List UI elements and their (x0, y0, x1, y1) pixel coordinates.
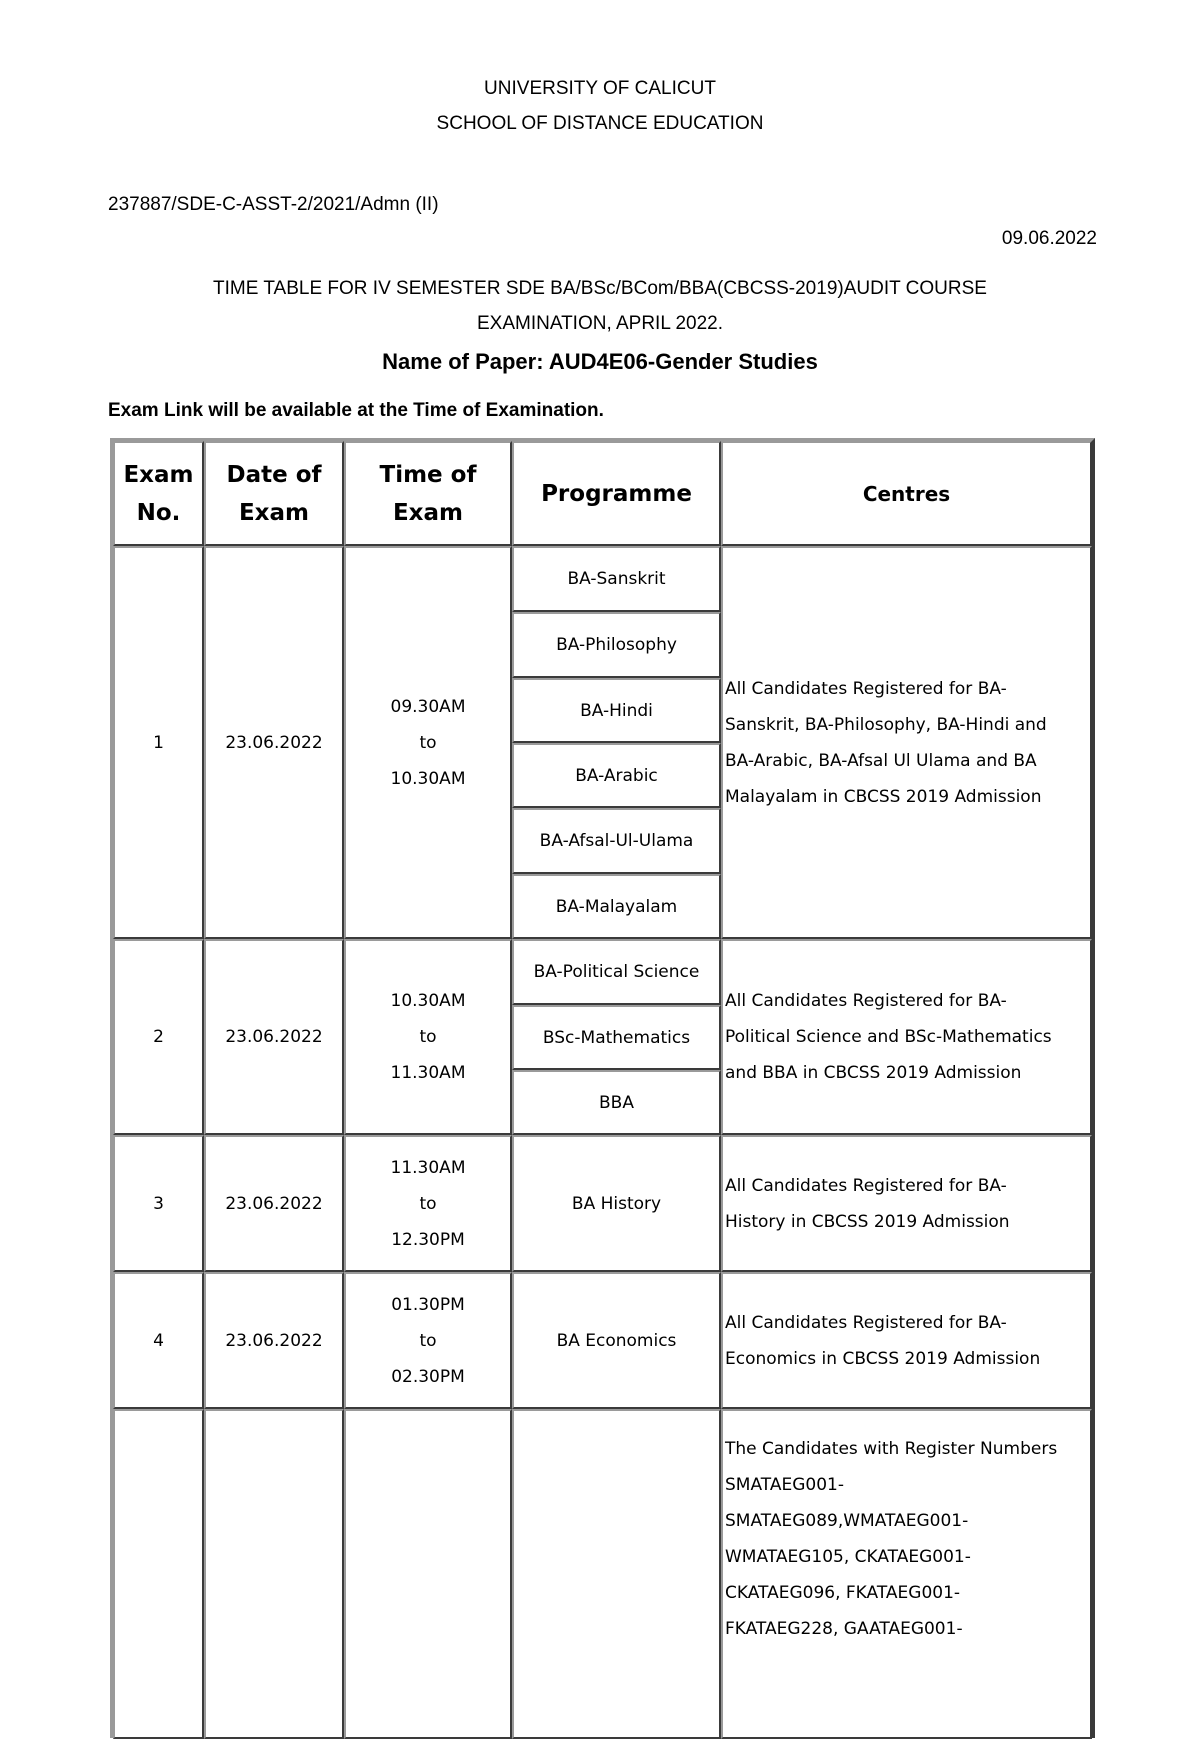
school-name: SCHOOL OF DISTANCE EDUCATION (436, 113, 764, 134)
row5-centres-line: WMATAEG105, CKATAEG001- (725, 1547, 971, 1567)
header-centres: Centres (721, 441, 1092, 546)
row3-exam-no: 3 (113, 1135, 204, 1272)
header-date (204, 441, 344, 546)
document-date: 09.06.2022 (1001, 228, 1097, 249)
row4-time-to: to (419, 1330, 437, 1351)
row5-centres-line: SMATAEG001- (725, 1475, 844, 1495)
row1-programme-2: BA-Philosophy (512, 612, 721, 678)
row1-programme-5: BA-Afsal-Ul-Ulama (512, 808, 721, 874)
reference-number: 237887/SDE-C-ASST-2/2021/Admn (II) (108, 194, 439, 215)
row2-exam-no: 2 (113, 939, 204, 1135)
row5-centres-line: The Candidates with Register Numbers (725, 1439, 1058, 1459)
row3-programme: BA History (512, 1135, 721, 1272)
row3-time-end: 12.30PM (391, 1229, 465, 1250)
header-programme: Programme (512, 441, 721, 546)
row4-centres (721, 1272, 1092, 1409)
row1-centres-line: All Candidates Registered for BA- (725, 678, 1007, 699)
row1-centres-line: Malayalam in CBCSS 2019 Admission (725, 786, 1042, 807)
header-time-line2: Exam (392, 499, 464, 526)
header-date-line1: Date of (226, 461, 322, 488)
row4-programme: BA Economics (512, 1272, 721, 1409)
row3-centres-line: History in CBCSS 2019 Admission (725, 1211, 1010, 1232)
header-date-line2: Exam (238, 499, 310, 526)
row1-exam-no: 1 (113, 546, 204, 939)
row1-programme-6: BA-Malayalam (512, 874, 721, 939)
row4-time-end: 02.30PM (391, 1366, 465, 1387)
row2-time (344, 939, 512, 1135)
row5-centres-line: FKATAEG228, GAATAEG001- (725, 1619, 963, 1639)
row5-centres-line: CKATAEG096, FKATAEG001- (725, 1583, 961, 1603)
row3-centres (721, 1135, 1092, 1272)
row4-date: 23.06.2022 (204, 1272, 344, 1409)
row4-centres-line: Economics in CBCSS 2019 Admission (725, 1348, 1041, 1369)
row2-programme-2: BSc-Mathematics (512, 1005, 721, 1070)
title-line-1: TIME TABLE FOR IV SEMESTER SDE BA/BSc/BCom/BBA(CBCSS-2019)AUDIT COURSE (213, 278, 987, 299)
row2-time-end: 11.30AM (390, 1063, 466, 1083)
row1-date: 23.06.2022 (204, 546, 344, 939)
row3-centres-line: All Candidates Registered for BA- (725, 1175, 1007, 1196)
row3-time-start: 11.30AM (390, 1157, 466, 1178)
row1-centres-line: Sanskrit, BA-Philosophy, BA-Hindi and (725, 714, 1047, 735)
row1-programme-4: BA-Arabic (512, 743, 721, 808)
row2-time-to: to (419, 1027, 437, 1047)
row2-programme-1: BA-Political Science (512, 939, 721, 1005)
title-line-2: EXAMINATION, APRIL 2022. (476, 313, 724, 334)
row1-time-end: 10.30AM (390, 768, 466, 789)
row5-exam-no (113, 1409, 204, 1739)
row4-centres-line: All Candidates Registered for BA- (725, 1312, 1007, 1333)
row2-date: 23.06.2022 (204, 939, 344, 1135)
row4-time-start: 01.30PM (391, 1294, 465, 1315)
header-time (344, 441, 512, 546)
paper-name: Name of Paper: AUD4E06-Gender Studies (382, 349, 818, 374)
row1-time-to: to (419, 732, 437, 753)
row5-time (344, 1409, 512, 1739)
row5-programme (512, 1409, 721, 1739)
row2-programme-3: BBA (512, 1070, 721, 1135)
row2-centres (721, 939, 1092, 1135)
header-exam-no (113, 441, 204, 546)
row2-time-start: 10.30AM (390, 991, 466, 1011)
row2-centres-line: Political Science and BSc-Mathematics (725, 1027, 1052, 1047)
row3-time (344, 1135, 512, 1272)
row5-centres (721, 1409, 1092, 1739)
header-time-line1: Time of (379, 461, 477, 488)
row5-date (204, 1409, 344, 1739)
row5-centres-line: SMATAEG089,WMATAEG001- (725, 1511, 969, 1531)
exam-link-notice: Exam Link will be available at the Time of Examination. (108, 400, 604, 421)
row1-time-start: 09.30AM (390, 696, 466, 717)
row4-time (344, 1272, 512, 1409)
row1-centres-line: BA-Arabic, BA-Afsal Ul Ulama and BA (725, 750, 1037, 771)
row3-date: 23.06.2022 (204, 1135, 344, 1272)
row4-exam-no: 4 (113, 1272, 204, 1409)
row1-centres (721, 546, 1092, 939)
header-exam-no-line1: Exam (123, 461, 194, 488)
university-name: UNIVERSITY OF CALICUT (484, 78, 716, 99)
header-exam-no-line2: No. (136, 499, 181, 526)
row1-time (344, 546, 512, 939)
row2-centres-line: and BBA in CBCSS 2019 Admission (725, 1063, 1022, 1083)
row1-programme-3: BA-Hindi (512, 678, 721, 743)
row3-time-to: to (419, 1193, 437, 1214)
row1-programme-1: BA-Sanskrit (512, 546, 721, 612)
row2-centres-line: All Candidates Registered for BA- (725, 991, 1007, 1011)
